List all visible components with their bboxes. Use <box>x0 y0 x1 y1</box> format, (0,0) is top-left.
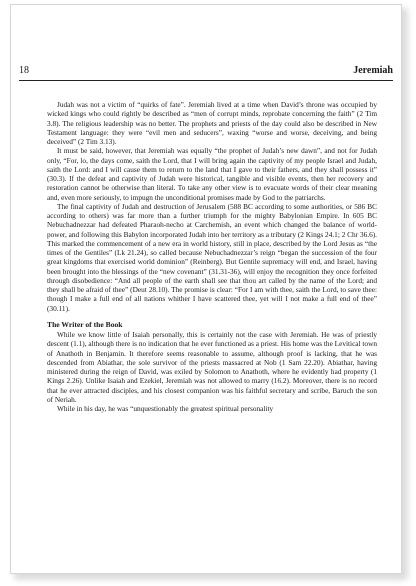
paragraph-1: Judah was not a victim of “quirks of fate”. Jeremiah lived at a time when David’s throne was occupied by wicked kings who could rightly be described as “men of corrupt minds, reprobate concerning the faith” (2 Tim 3.8). The religious leadership was no better. The prophets and priests of the day could also be described in New Testament language: they were “evil men and seducers”, waxing “worse and worse, deceiving, and being deceived” (2 Tim 3.13). <box>47 100 377 146</box>
header-rule <box>19 80 393 81</box>
page-number: 18 <box>19 65 29 76</box>
paragraph-2: It must be said, however, that Jeremiah was equally “the prophet of Judah’s new dawn”, and not for Judah only, “For, lo, the days come, saith the Lord, that I will bring again the captivity of my people Israel and Judah, saith the Lord: and I will cause them to return to the land that I gave to their fathers, and they shall possess it” (30.3). If the defeat and captivity of Judah were historical, tangible and visible events, then her recovery and restoration cannot be otherwise than literal. To take any other view is to evacuate words of their clear meaning and, even more seriously, to impugn the unconditional promises made by God to the patriarchs. <box>47 146 377 202</box>
running-title: Jeremiah <box>353 65 393 76</box>
body-text <box>47 100 377 413</box>
book-page <box>10 4 402 574</box>
paragraph-3: The final captivity of Judah and destruction of Jerusalem (588 BC according to some authorities, or 586 BC according to others) was far more than a further triumph for the mighty Babylonian Empire. In 605 BC Nebuchadnezzar had defeated Pharaoh-necho at Carchemish, an event which changed the balance of world-power, and following this Babylon incorporated Judah into her territory as a tributary (2 Kings 24.1; 2 Chr 36.6). This marked the commencement of a new era in world history, still in place, described by the Lord Jesus as “the times of the Gentiles” (Lk 21.24), so called because Nebuchadnezzar’s reign “began the succession of the four great kingdoms that exercised world dominion” (Reinberg). But Gentile supremacy will end, and Israel, having been brought into the blessings of the “new covenant” (31.31-36), will enjoy the recognition they once forfeited through disobedience: “And all people of the earth shall see that thou art called by the name of the Lord; and they shall be afraid of thee” (Deut 28.10). The promise is clear: “For I am with thee, saith the Lord, to save thee: though I make a full end of all nations whither I have scattered thee, yet will I not make a full end of thee” (30.11). <box>47 201 377 313</box>
section-paragraph-2: While in his day, he was “unquestionably the greatest spiritual personality <box>57 404 274 413</box>
section-paragraph-1: While we know little of Isaiah personally, this is certainly not the case with Jeremiah. He was of priestly descent (1.1), although there is no indication that he ever functioned as a priest. His home was the Levitical town of Anathoth in Benjamin. It therefore seems reasonable to assume, although proof is lacking, that he was descended from Abiathar, the sole survivor of the priests massacred at Nob (1 Sam 22.20). Abiathar, having ministered during the reign of David, was exiled by Solomon to Anathoth, where he evidently had property (1 Kings 2.26). Unlike Isaiah and Ezekiel, Jeremiah was not allowed to marry (16.2). Moreover, there is no record that he ever attracted disciples, and his closest companion was his faithful secretary and scribe, Baruch the son of Neriah. <box>47 330 377 404</box>
section-heading: The Writer of the Book <box>47 319 123 329</box>
running-head <box>19 65 393 79</box>
